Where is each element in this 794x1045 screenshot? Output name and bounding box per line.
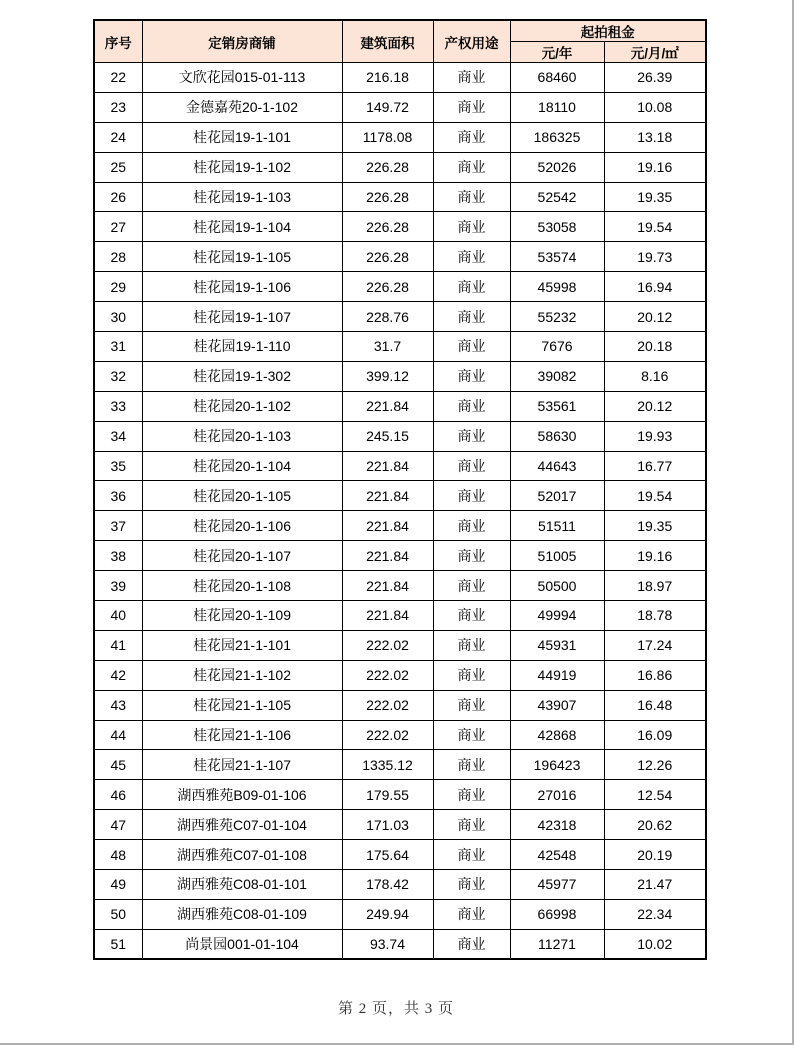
cell-use: 商业 <box>433 630 510 660</box>
cell-area: 178.42 <box>342 870 433 900</box>
cell-shop: 湖西雅苑C07-01-108 <box>142 840 342 870</box>
cell-index: 33 <box>94 391 142 421</box>
cell-area: 222.02 <box>342 690 433 720</box>
cell-area: 226.28 <box>342 212 433 242</box>
cell-index: 44 <box>94 720 142 750</box>
cell-use: 商业 <box>433 870 510 900</box>
cell-index: 36 <box>94 481 142 511</box>
cell-shop: 桂花园21-1-106 <box>142 720 342 750</box>
cell-use: 商业 <box>433 212 510 242</box>
cell-index: 51 <box>94 929 142 959</box>
cell-use: 商业 <box>433 481 510 511</box>
cell-area: 249.94 <box>342 899 433 929</box>
table-row <box>94 929 706 959</box>
cell-index: 26 <box>94 182 142 212</box>
page-footer: 第 2 页，共 3 页 <box>337 1001 454 1017</box>
cell-area: 216.18 <box>342 63 433 93</box>
cell-rent-per-year: 7676 <box>510 332 604 362</box>
cell-index: 34 <box>94 421 142 451</box>
cell-rent-per-year: 49994 <box>510 601 604 631</box>
cell-use: 商业 <box>433 750 510 780</box>
cell-rent-per-year: 44643 <box>510 451 604 481</box>
cell-rent-per-month-sqm: 10.08 <box>604 92 706 122</box>
cell-area: 221.84 <box>342 391 433 421</box>
table-row <box>94 481 706 511</box>
cell-rent-per-year: 45931 <box>510 630 604 660</box>
cell-shop: 桂花园20-1-103 <box>142 421 342 451</box>
cell-index: 24 <box>94 122 142 152</box>
cell-index: 22 <box>94 63 142 93</box>
cell-rent-per-year: 52026 <box>510 152 604 182</box>
cell-area: 31.7 <box>342 332 433 362</box>
cell-shop: 桂花园19-1-106 <box>142 272 342 302</box>
cell-rent-per-month-sqm: 20.19 <box>604 840 706 870</box>
header-rent-group: 起拍租金 <box>510 20 706 42</box>
cell-shop: 桂花园19-1-103 <box>142 182 342 212</box>
cell-rent-per-year: 42868 <box>510 720 604 750</box>
cell-index: 35 <box>94 451 142 481</box>
cell-shop: 桂花园20-1-107 <box>142 541 342 571</box>
cell-rent-per-month-sqm: 19.93 <box>604 421 706 451</box>
cell-shop: 桂花园20-1-102 <box>142 391 342 421</box>
cell-area: 226.28 <box>342 182 433 212</box>
cell-rent-per-month-sqm: 12.26 <box>604 750 706 780</box>
cell-rent-per-month-sqm: 18.78 <box>604 601 706 631</box>
cell-use: 商业 <box>433 242 510 272</box>
cell-rent-per-year: 55232 <box>510 302 604 332</box>
cell-use: 商业 <box>433 391 510 421</box>
cell-shop: 桂花园21-1-102 <box>142 660 342 690</box>
cell-area: 221.84 <box>342 601 433 631</box>
cell-rent-per-year: 53574 <box>510 242 604 272</box>
cell-rent-per-month-sqm: 16.86 <box>604 660 706 690</box>
cell-rent-per-month-sqm: 10.02 <box>604 929 706 959</box>
cell-rent-per-month-sqm: 8.16 <box>604 361 706 391</box>
cell-index: 47 <box>94 810 142 840</box>
cell-rent-per-month-sqm: 20.62 <box>604 810 706 840</box>
cell-index: 38 <box>94 541 142 571</box>
cell-use: 商业 <box>433 92 510 122</box>
cell-shop: 桂花园19-1-110 <box>142 332 342 362</box>
cell-shop: 桂花园21-1-107 <box>142 750 342 780</box>
cell-index: 48 <box>94 840 142 870</box>
cell-use: 商业 <box>433 690 510 720</box>
cell-index: 31 <box>94 332 142 362</box>
cell-rent-per-year: 45977 <box>510 870 604 900</box>
cell-index: 41 <box>94 630 142 660</box>
cell-rent-per-year: 53561 <box>510 391 604 421</box>
cell-area: 228.76 <box>342 302 433 332</box>
table-row <box>94 451 706 481</box>
cell-use: 商业 <box>433 660 510 690</box>
cell-use: 商业 <box>433 421 510 451</box>
cell-rent-per-year: 66998 <box>510 899 604 929</box>
header-rent-per-month-sqm: 元/月/㎡ <box>604 42 706 63</box>
cell-area: 226.28 <box>342 152 433 182</box>
header-shop: 定销房商铺 <box>142 20 342 63</box>
cell-use: 商业 <box>433 451 510 481</box>
cell-rent-per-month-sqm: 19.16 <box>604 541 706 571</box>
cell-use: 商业 <box>433 571 510 601</box>
cell-shop: 湖西雅苑B09-01-106 <box>142 780 342 810</box>
cell-rent-per-year: 42548 <box>510 840 604 870</box>
cell-index: 27 <box>94 212 142 242</box>
cell-use: 商业 <box>433 601 510 631</box>
header-use: 产权用途 <box>433 20 510 63</box>
table-row <box>94 212 706 242</box>
cell-rent-per-year: 50500 <box>510 571 604 601</box>
table-row <box>94 541 706 571</box>
cell-rent-per-year: 44919 <box>510 660 604 690</box>
header-rent-per-year: 元/年 <box>510 42 604 63</box>
cell-use: 商业 <box>433 272 510 302</box>
cell-rent-per-year: 186325 <box>510 122 604 152</box>
cell-rent-per-month-sqm: 19.35 <box>604 511 706 541</box>
table-row <box>94 152 706 182</box>
table-row <box>94 421 706 451</box>
cell-use: 商业 <box>433 361 510 391</box>
cell-rent-per-month-sqm: 16.09 <box>604 720 706 750</box>
cell-use: 商业 <box>433 899 510 929</box>
table-row <box>94 780 706 810</box>
cell-rent-per-month-sqm: 26.39 <box>604 63 706 93</box>
cell-rent-per-year: 51005 <box>510 541 604 571</box>
cell-area: 1335.12 <box>342 750 433 780</box>
cell-use: 商业 <box>433 122 510 152</box>
cell-shop: 桂花园19-1-105 <box>142 242 342 272</box>
rental-listing-table <box>93 19 707 960</box>
header-area: 建筑面积 <box>342 20 433 63</box>
table-row <box>94 302 706 332</box>
cell-rent-per-year: 11271 <box>510 929 604 959</box>
table-row <box>94 122 706 152</box>
cell-shop: 桂花园19-1-102 <box>142 152 342 182</box>
cell-rent-per-month-sqm: 19.35 <box>604 182 706 212</box>
cell-shop: 桂花园20-1-108 <box>142 571 342 601</box>
cell-index: 32 <box>94 361 142 391</box>
cell-shop: 桂花园21-1-101 <box>142 630 342 660</box>
cell-rent-per-month-sqm: 19.54 <box>604 481 706 511</box>
cell-shop: 桂花园20-1-109 <box>142 601 342 631</box>
cell-rent-per-year: 45998 <box>510 272 604 302</box>
cell-index: 43 <box>94 690 142 720</box>
cell-rent-per-month-sqm: 16.77 <box>604 451 706 481</box>
table-row <box>94 810 706 840</box>
cell-rent-per-month-sqm: 16.48 <box>604 690 706 720</box>
cell-rent-per-year: 68460 <box>510 63 604 93</box>
cell-rent-per-month-sqm: 21.47 <box>604 870 706 900</box>
cell-area: 171.03 <box>342 810 433 840</box>
cell-rent-per-year: 39082 <box>510 361 604 391</box>
cell-area: 221.84 <box>342 451 433 481</box>
cell-shop: 桂花园19-1-101 <box>142 122 342 152</box>
cell-shop: 湖西雅苑C08-01-109 <box>142 899 342 929</box>
cell-shop: 桂花园20-1-106 <box>142 511 342 541</box>
cell-use: 商业 <box>433 929 510 959</box>
table-row <box>94 840 706 870</box>
cell-rent-per-month-sqm: 20.12 <box>604 302 706 332</box>
cell-shop: 文欣花园015-01-113 <box>142 63 342 93</box>
cell-area: 221.84 <box>342 481 433 511</box>
cell-area: 221.84 <box>342 541 433 571</box>
cell-rent-per-year: 52017 <box>510 481 604 511</box>
cell-rent-per-year: 196423 <box>510 750 604 780</box>
cell-shop: 桂花园20-1-104 <box>142 451 342 481</box>
cell-area: 221.84 <box>342 571 433 601</box>
table-row <box>94 391 706 421</box>
cell-index: 46 <box>94 780 142 810</box>
cell-rent-per-month-sqm: 19.73 <box>604 242 706 272</box>
table-row <box>94 690 706 720</box>
table-row <box>94 899 706 929</box>
table-row <box>94 870 706 900</box>
table-row <box>94 750 706 780</box>
cell-index: 40 <box>94 601 142 631</box>
cell-use: 商业 <box>433 63 510 93</box>
cell-use: 商业 <box>433 332 510 362</box>
table-row <box>94 182 706 212</box>
cell-index: 37 <box>94 511 142 541</box>
cell-shop: 桂花园19-1-107 <box>142 302 342 332</box>
cell-rent-per-month-sqm: 18.97 <box>604 571 706 601</box>
cell-rent-per-year: 27016 <box>510 780 604 810</box>
cell-index: 42 <box>94 660 142 690</box>
cell-area: 226.28 <box>342 272 433 302</box>
table-row <box>94 63 706 93</box>
cell-rent-per-month-sqm: 17.24 <box>604 630 706 660</box>
table-row <box>94 92 706 122</box>
cell-index: 45 <box>94 750 142 780</box>
table-row <box>94 361 706 391</box>
cell-area: 245.15 <box>342 421 433 451</box>
cell-rent-per-month-sqm: 16.94 <box>604 272 706 302</box>
cell-area: 222.02 <box>342 720 433 750</box>
header-index: 序号 <box>94 20 142 63</box>
cell-rent-per-month-sqm: 12.54 <box>604 780 706 810</box>
cell-index: 49 <box>94 870 142 900</box>
cell-area: 179.55 <box>342 780 433 810</box>
cell-use: 商业 <box>433 810 510 840</box>
cell-use: 商业 <box>433 511 510 541</box>
cell-index: 23 <box>94 92 142 122</box>
cell-rent-per-month-sqm: 22.34 <box>604 899 706 929</box>
table-row <box>94 272 706 302</box>
cell-rent-per-month-sqm: 19.16 <box>604 152 706 182</box>
cell-area: 226.28 <box>342 242 433 272</box>
cell-shop: 桂花园21-1-105 <box>142 690 342 720</box>
cell-use: 商业 <box>433 720 510 750</box>
cell-index: 28 <box>94 242 142 272</box>
cell-rent-per-month-sqm: 13.18 <box>604 122 706 152</box>
cell-shop: 湖西雅苑C08-01-101 <box>142 870 342 900</box>
cell-shop: 桂花园19-1-302 <box>142 361 342 391</box>
cell-use: 商业 <box>433 840 510 870</box>
cell-index: 50 <box>94 899 142 929</box>
cell-area: 221.84 <box>342 511 433 541</box>
table-row <box>94 601 706 631</box>
cell-shop: 金德嘉苑20-1-102 <box>142 92 342 122</box>
cell-shop: 桂花园19-1-104 <box>142 212 342 242</box>
cell-area: 175.64 <box>342 840 433 870</box>
cell-index: 25 <box>94 152 142 182</box>
table-row <box>94 660 706 690</box>
table-header <box>94 20 706 63</box>
cell-area: 149.72 <box>342 92 433 122</box>
cell-area: 93.74 <box>342 929 433 959</box>
cell-area: 1178.08 <box>342 122 433 152</box>
cell-use: 商业 <box>433 780 510 810</box>
cell-shop: 湖西雅苑C07-01-104 <box>142 810 342 840</box>
table-row <box>94 571 706 601</box>
cell-rent-per-year: 51511 <box>510 511 604 541</box>
cell-area: 399.12 <box>342 361 433 391</box>
cell-rent-per-month-sqm: 20.12 <box>604 391 706 421</box>
table-row <box>94 720 706 750</box>
cell-use: 商业 <box>433 152 510 182</box>
cell-index: 39 <box>94 571 142 601</box>
table-row <box>94 511 706 541</box>
cell-area: 222.02 <box>342 660 433 690</box>
cell-index: 30 <box>94 302 142 332</box>
table-body <box>94 63 706 960</box>
cell-use: 商业 <box>433 541 510 571</box>
cell-rent-per-month-sqm: 19.54 <box>604 212 706 242</box>
cell-use: 商业 <box>433 182 510 212</box>
cell-rent-per-year: 58630 <box>510 421 604 451</box>
cell-rent-per-year: 53058 <box>510 212 604 242</box>
cell-area: 222.02 <box>342 630 433 660</box>
table-row <box>94 242 706 272</box>
cell-rent-per-year: 18110 <box>510 92 604 122</box>
cell-index: 29 <box>94 272 142 302</box>
table-row <box>94 630 706 660</box>
cell-use: 商业 <box>433 302 510 332</box>
cell-rent-per-month-sqm: 20.18 <box>604 332 706 362</box>
cell-shop: 尚景园001-01-104 <box>142 929 342 959</box>
cell-rent-per-year: 52542 <box>510 182 604 212</box>
cell-rent-per-year: 43907 <box>510 690 604 720</box>
cell-shop: 桂花园20-1-105 <box>142 481 342 511</box>
cell-rent-per-year: 42318 <box>510 810 604 840</box>
table-row <box>94 332 706 362</box>
